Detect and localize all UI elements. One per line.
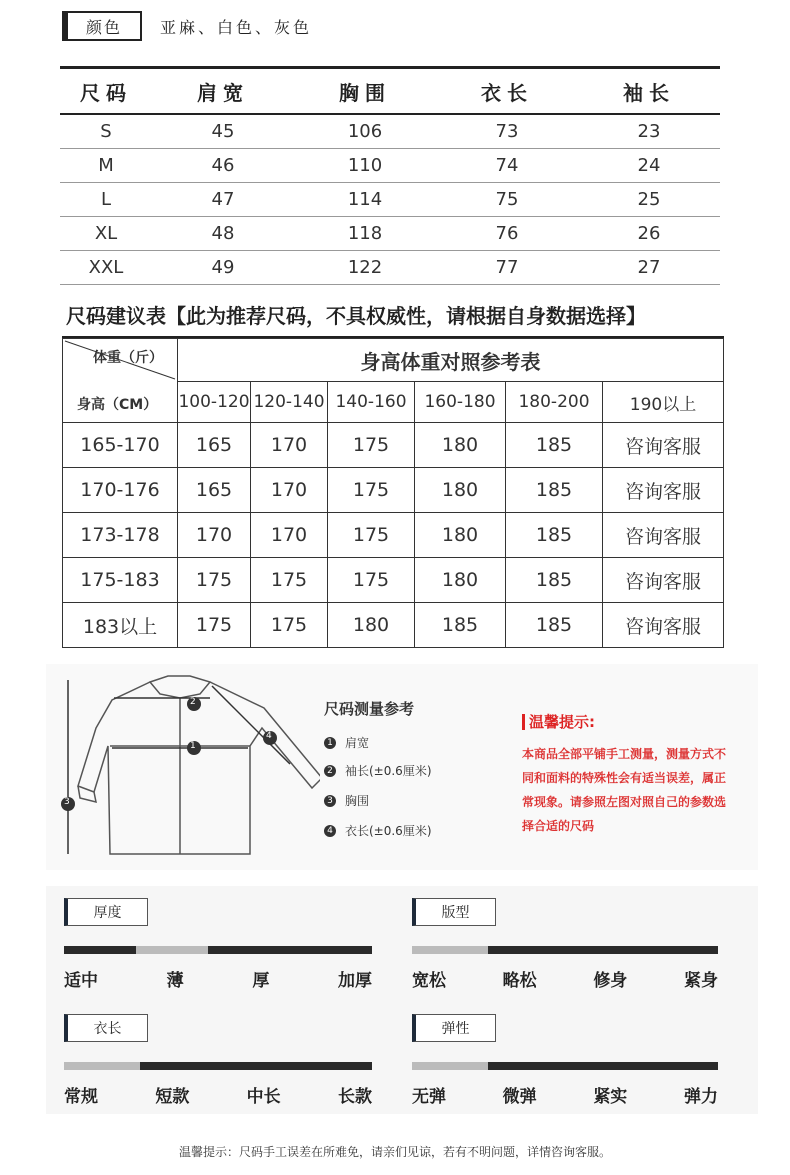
diagram-num-3: 3: [64, 797, 70, 807]
table-cell: 170: [251, 423, 328, 468]
table-cell: 76: [436, 217, 578, 251]
shirt-diagram: [50, 668, 320, 868]
attr-thickness-options: [64, 966, 372, 991]
number-badge: 4: [324, 825, 336, 837]
table-cell: 47: [152, 183, 294, 217]
attr-fit-options: [412, 966, 718, 991]
table-cell: 咨询客服: [603, 603, 724, 648]
attr-thickness-selected: [136, 946, 208, 954]
measure-item-label: 衣长(±0.6厘米): [345, 824, 432, 838]
table-cell: 180: [415, 468, 506, 513]
attr-option: 略松: [502, 971, 537, 991]
measure-item-chest: [324, 792, 369, 809]
corner-height-label: 身高（CM）: [77, 397, 158, 413]
attr-option: 薄: [166, 971, 184, 991]
table-cell: 175: [251, 603, 328, 648]
attr-thickness-label: 厚度: [64, 898, 148, 926]
attr-option: 适中: [64, 971, 98, 991]
attr-option: 厚: [252, 971, 270, 991]
table-cell: 106: [294, 114, 436, 149]
attr-fit-selected: [412, 946, 488, 954]
attr-thickness-bar: [64, 946, 372, 954]
table-cell: XXL: [60, 251, 152, 285]
tips-title: 温馨提示:: [522, 714, 595, 730]
attr-option: 紧实: [593, 1087, 628, 1107]
attr-option: 中长: [246, 1087, 281, 1107]
number-badge: 3: [324, 795, 336, 807]
attr-length-bar: [64, 1062, 372, 1070]
recommend-table: [62, 338, 724, 648]
table-cell: 27: [578, 251, 720, 285]
table-cell: 45: [152, 114, 294, 149]
table-row: [60, 217, 720, 251]
recommend-main-header: 身高体重对照参考表: [178, 339, 724, 382]
diagram-num-2: 2: [190, 697, 196, 707]
attr-option: 长款: [337, 1087, 372, 1107]
recommend-header-row: [63, 339, 724, 382]
attr-option: 弹力: [683, 1087, 718, 1107]
weight-range: 160-180: [415, 382, 506, 423]
number-badge: 2: [324, 765, 336, 777]
attr-option: 常规: [64, 1087, 98, 1107]
table-cell: S: [60, 114, 152, 149]
attr-option: 紧身: [683, 971, 718, 991]
attr-length-selected: [64, 1062, 140, 1070]
table-row: [60, 251, 720, 285]
table-cell: 46: [152, 149, 294, 183]
size-table-header: [60, 68, 720, 115]
measure-item-label: 袖长(±0.6厘米): [345, 764, 432, 778]
table-row: [63, 423, 724, 468]
measure-item-shoulder: [324, 734, 369, 751]
table-cell: 185: [506, 603, 603, 648]
table-cell: 咨询客服: [603, 513, 724, 558]
table-row: [60, 149, 720, 183]
footer-note: 温馨提示：尺码手工误差在所难免，请亲们见谅，若有不明问题，详情咨询客服。: [178, 1145, 611, 1159]
table-cell: 咨询客服: [603, 468, 724, 513]
table-cell: 170: [251, 513, 328, 558]
table-cell: 48: [152, 217, 294, 251]
table-cell: 185: [506, 423, 603, 468]
weight-range: 100-120: [178, 382, 251, 423]
table-cell: 175: [178, 603, 251, 648]
header-sleeve: 袖长: [578, 68, 720, 115]
color-label: 颜色: [62, 11, 142, 41]
attributes-panel: [46, 886, 758, 1114]
table-cell: 175: [328, 558, 415, 603]
table-cell: 185: [506, 513, 603, 558]
number-badge: 1: [324, 737, 336, 749]
corner-cell: [63, 339, 178, 423]
table-row: [63, 603, 724, 648]
header-shoulder: 肩宽: [152, 68, 294, 115]
table-cell: 74: [436, 149, 578, 183]
table-cell: 175: [178, 558, 251, 603]
attr-option: 修身: [593, 971, 628, 991]
recommend-title: 尺码建议表【此为推荐尺码，不具权威性，请根据自身数据选择】: [66, 304, 646, 328]
header-length: 衣长: [436, 68, 578, 115]
attr-elasticity-bar: [412, 1062, 718, 1070]
table-cell: 23: [578, 114, 720, 149]
table-cell: 180: [328, 603, 415, 648]
attr-fit-bar: [412, 946, 718, 954]
measure-item-label: 肩宽: [345, 736, 370, 750]
table-cell: 170-176: [63, 468, 178, 513]
table-cell: 173-178: [63, 513, 178, 558]
table-cell: 175-183: [63, 558, 178, 603]
table-cell: 183以上: [63, 603, 178, 648]
table-cell: 110: [294, 149, 436, 183]
measure-item-length: [324, 822, 432, 839]
table-cell: XL: [60, 217, 152, 251]
table-cell: 165: [178, 423, 251, 468]
table-cell: 122: [294, 251, 436, 285]
size-table: [60, 66, 720, 285]
table-cell: M: [60, 149, 152, 183]
attr-option: 加厚: [337, 971, 372, 991]
color-value: 亚麻、白色、灰色: [160, 17, 313, 37]
weight-range: 190以上: [603, 382, 724, 423]
header-size: 尺码: [60, 68, 152, 115]
corner-weight-label: 体重（斤）: [93, 350, 163, 366]
attr-option: 短款: [155, 1087, 190, 1107]
table-cell: 185: [415, 603, 506, 648]
table-cell: 175: [251, 558, 328, 603]
attr-option: 微弹: [502, 1087, 537, 1107]
table-row: [63, 513, 724, 558]
weight-range: 120-140: [251, 382, 328, 423]
attr-elasticity-label: 弹性: [412, 1014, 496, 1042]
attr-length-label: 衣长: [64, 1014, 148, 1042]
table-cell: 73: [436, 114, 578, 149]
table-cell: 咨询客服: [603, 558, 724, 603]
table-cell: 185: [506, 468, 603, 513]
tips-body: 本商品全部平铺手工测量，测量方式不同和面料的特殊性会有适当误差，属正常现象。请参照左图对照自己的参数选择合适的尺码: [522, 747, 727, 833]
table-cell: 180: [415, 558, 506, 603]
table-cell: 185: [506, 558, 603, 603]
attr-length-options: [64, 1082, 372, 1107]
color-row: [62, 10, 312, 42]
measure-item-label: 胸围: [345, 794, 370, 808]
table-cell: 175: [328, 513, 415, 558]
attr-fit-label: 版型: [412, 898, 496, 926]
table-cell: 118: [294, 217, 436, 251]
measure-item-sleeve: [324, 762, 432, 779]
table-cell: 49: [152, 251, 294, 285]
attr-option: 宽松: [412, 971, 446, 991]
table-cell: 咨询客服: [603, 423, 724, 468]
attr-elasticity-options: [412, 1082, 718, 1107]
diagram-num-1: 1: [190, 741, 196, 751]
attr-option: 无弹: [412, 1087, 446, 1107]
measure-title: 尺码测量参考: [324, 700, 415, 718]
table-cell: 180: [415, 423, 506, 468]
table-row: [63, 558, 724, 603]
table-cell: 26: [578, 217, 720, 251]
weight-range: 180-200: [506, 382, 603, 423]
table-cell: 77: [436, 251, 578, 285]
diagram-num-4: 4: [266, 731, 272, 741]
table-row: [63, 468, 724, 513]
table-cell: 165: [178, 468, 251, 513]
table-cell: 180: [415, 513, 506, 558]
table-row: [60, 114, 720, 149]
table-cell: 170: [178, 513, 251, 558]
table-cell: 175: [328, 468, 415, 513]
weight-range: 140-160: [328, 382, 415, 423]
table-cell: L: [60, 183, 152, 217]
attr-elasticity-selected: [412, 1062, 488, 1070]
table-cell: 25: [578, 183, 720, 217]
table-cell: 170: [251, 468, 328, 513]
table-cell: 165-170: [63, 423, 178, 468]
table-cell: 24: [578, 149, 720, 183]
header-chest: 胸围: [294, 68, 436, 115]
table-cell: 175: [328, 423, 415, 468]
table-cell: 114: [294, 183, 436, 217]
table-cell: 75: [436, 183, 578, 217]
table-row: [60, 183, 720, 217]
